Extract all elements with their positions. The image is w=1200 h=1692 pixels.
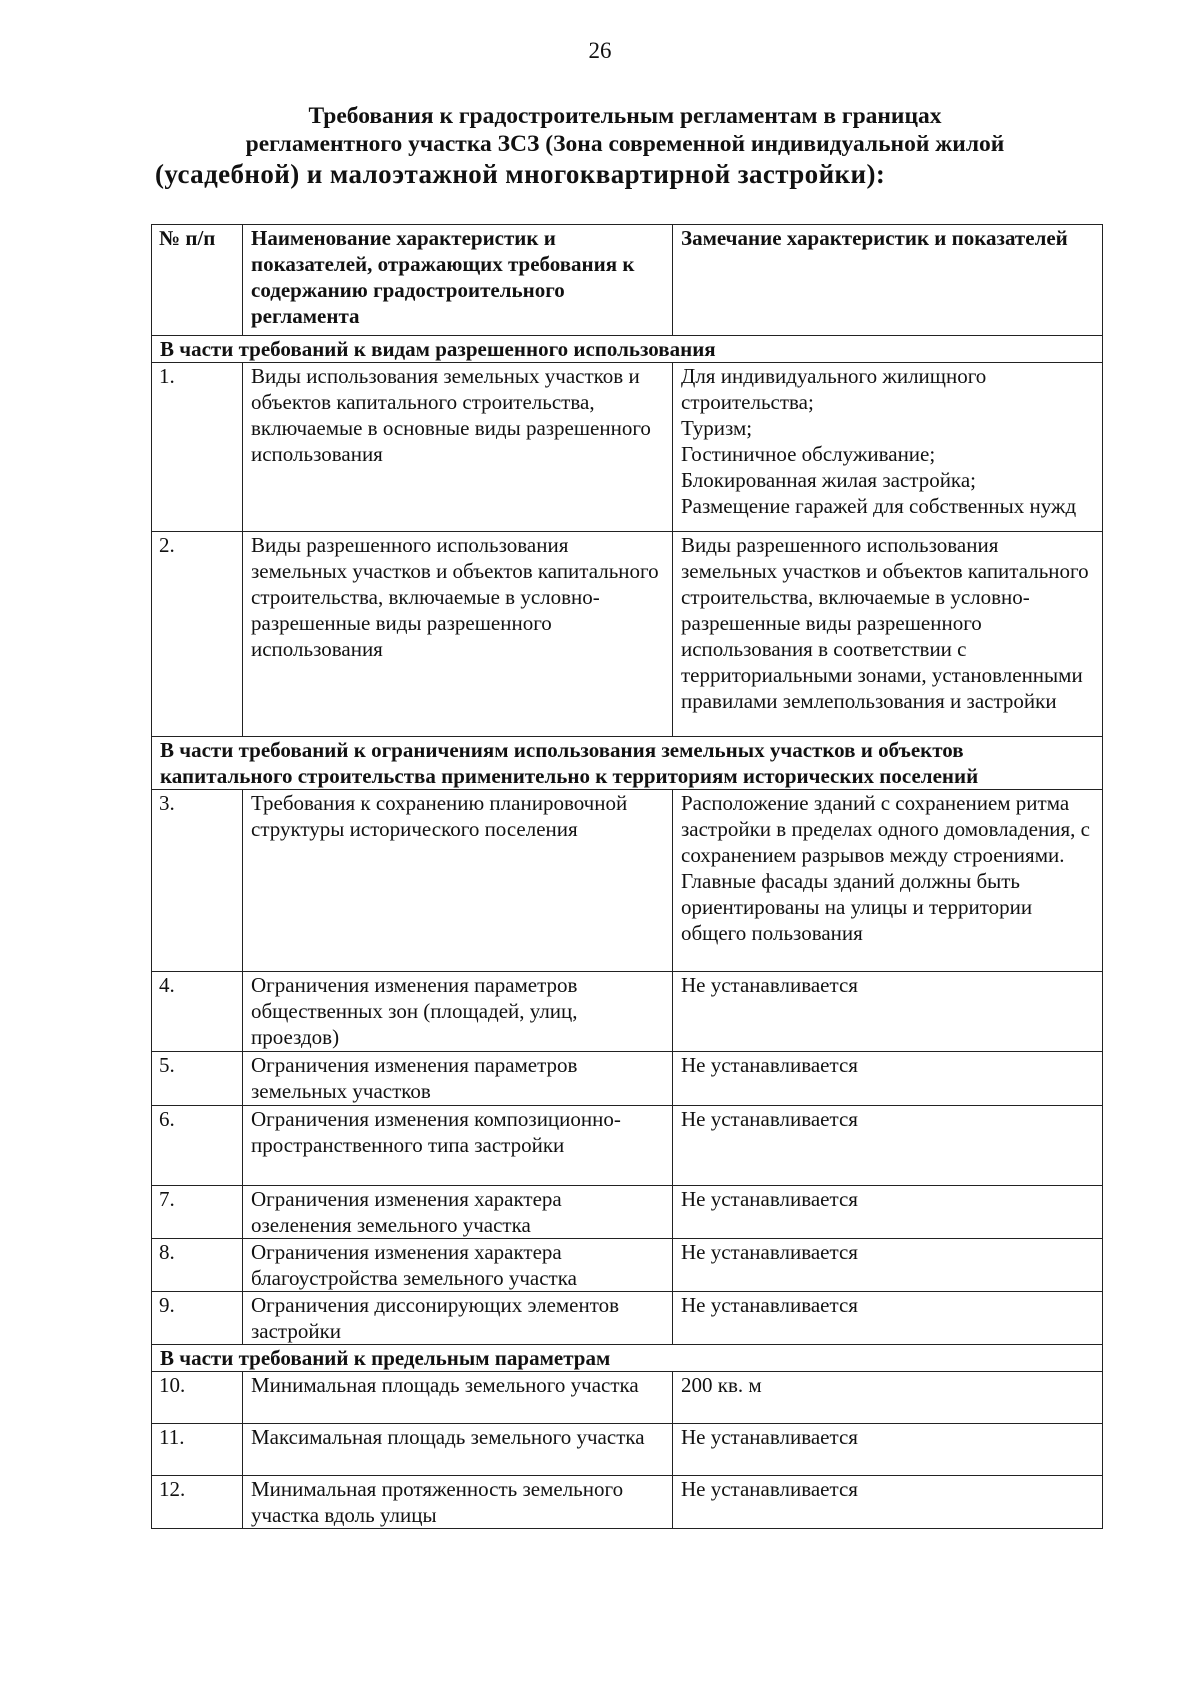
row-number: 7. [152, 1186, 243, 1239]
document-title [155, 102, 1095, 191]
row-name: Ограничения изменения характера озеленения земельного участка [243, 1186, 673, 1239]
row-number: 2. [152, 532, 243, 737]
row-name: Виды использования земельных участков и объектов капитального строительства, включаемые в основные виды разрешенного использования [243, 363, 673, 532]
row-note: Для индивидуального жилищного строительства; Туризм; Гостиничное обслуживание; Блокированная жилая застройка; Размещение гаражей для собственных нужд [673, 363, 1103, 532]
row-note: Не устанавливается [673, 972, 1103, 1052]
row-note: Не устанавливается [673, 1106, 1103, 1186]
table-row [152, 972, 1103, 1052]
table-row [152, 1106, 1103, 1186]
header-note: Замечание характеристик и показателей [673, 225, 1103, 336]
table-row [152, 1052, 1103, 1106]
section-title: В части требований к ограничениям использования земельных участков и объектов капитального строительства применительно к территориям исторических поселений [152, 737, 1103, 790]
row-note: Не устанавливается [673, 1186, 1103, 1239]
row-name: Виды разрешенного использования земельных участков и объектов капитального строительства, включаемые в условно-разрешенные виды разрешенного использования [243, 532, 673, 737]
row-name: Максимальная площадь земельного участка [243, 1424, 673, 1476]
table-row [152, 1372, 1103, 1424]
row-name: Ограничения изменения параметров земельных участков [243, 1052, 673, 1106]
section-row [152, 1345, 1103, 1372]
row-number: 5. [152, 1052, 243, 1106]
title-line-3: (усадебной) и малоэтажной многоквартирной застройки): [155, 159, 886, 189]
row-note: Не устанавливается [673, 1052, 1103, 1106]
table-row [152, 1476, 1103, 1529]
row-name: Ограничения изменения параметров общественных зон (площадей, улиц, проездов) [243, 972, 673, 1052]
header-name: Наименование характеристик и показателей, отражающих требования к содержанию градостроительного регламента [243, 225, 673, 336]
row-note: Не устанавливается [673, 1239, 1103, 1292]
row-number: 1. [152, 363, 243, 532]
row-name: Ограничения диссонирующих элементов застройки [243, 1292, 673, 1345]
row-number: 8. [152, 1239, 243, 1292]
title-line-2: регламентного участка ЗСЗ (Зона современной индивидуальной жилой [245, 131, 1005, 157]
header-number: № п/п [152, 225, 243, 336]
table-row [152, 790, 1103, 972]
row-number: 3. [152, 790, 243, 972]
row-note: Не устанавливается [673, 1292, 1103, 1345]
row-number: 4. [152, 972, 243, 1052]
section-row [152, 336, 1103, 363]
title-line-1: Требования к градостроительным регламентам в границах [308, 103, 942, 129]
row-note: Не устанавливается [673, 1424, 1103, 1476]
table-row [152, 1424, 1103, 1476]
table-row [152, 1186, 1103, 1239]
table-row [152, 363, 1103, 532]
row-note: Не устанавливается [673, 1476, 1103, 1529]
table-row [152, 1292, 1103, 1345]
regulations-table [151, 224, 1103, 1529]
row-name: Требования к сохранению планировочной структуры исторического поселения [243, 790, 673, 972]
row-number: 9. [152, 1292, 243, 1345]
section-row [152, 737, 1103, 790]
row-name: Минимальная площадь земельного участка [243, 1372, 673, 1424]
row-number: 6. [152, 1106, 243, 1186]
row-number: 12. [152, 1476, 243, 1529]
row-name: Минимальная протяженность земельного участка вдоль улицы [243, 1476, 673, 1529]
row-note: Виды разрешенного использования земельных участков и объектов капитального строительства, включаемые в условно-разрешенные виды разрешенного использования в соответствии с территориальными зонами, установленными правилами землепользования и застройки [673, 532, 1103, 737]
row-number: 11. [152, 1424, 243, 1476]
section-title: В части требований к предельным параметрам [152, 1345, 1103, 1372]
table-row [152, 1239, 1103, 1292]
row-note: Расположение зданий с сохранением ритма застройки в пределах одного домовладения, с сохранением разрывов между строениями. Главные фасады зданий должны быть ориентированы на улицы и территории общего пользования [673, 790, 1103, 972]
row-name: Ограничения изменения характера благоустройства земельного участка [243, 1239, 673, 1292]
row-number: 10. [152, 1372, 243, 1424]
table-header-row [152, 225, 1103, 336]
page-number: 26 [588, 38, 612, 63]
row-name: Ограничения изменения композиционно-пространственного типа застройки [243, 1106, 673, 1186]
row-note: 200 кв. м [673, 1372, 1103, 1424]
section-title: В части требований к видам разрешенного использования [152, 336, 1103, 363]
table-row [152, 532, 1103, 737]
